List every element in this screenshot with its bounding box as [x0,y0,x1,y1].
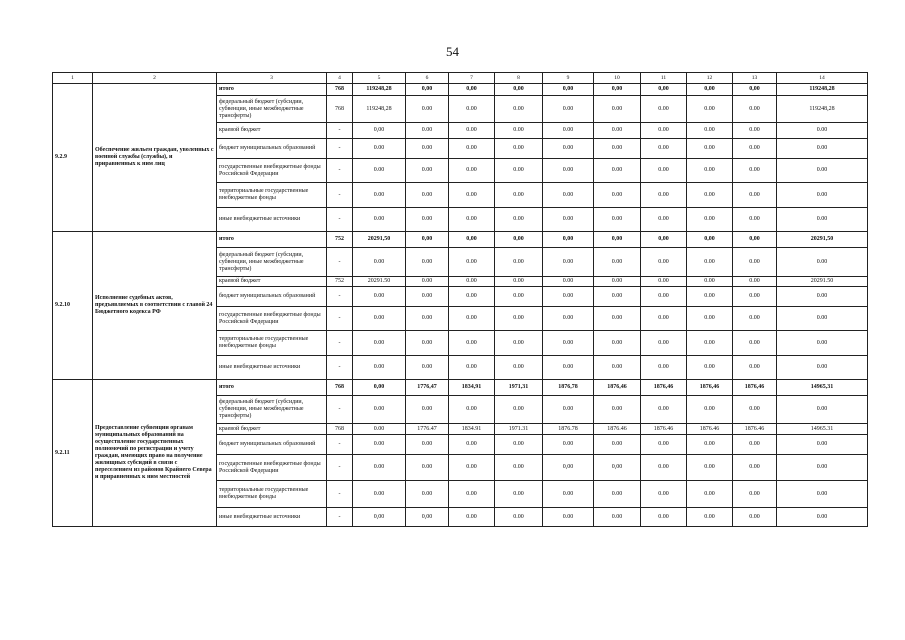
amount-cell: 0.00 [733,159,777,183]
amount-cell: 0.00 [449,331,495,356]
amount-cell: 0.00 [594,96,641,123]
amount-cell: 20291,50 [777,232,868,248]
funding-source: государственные внебюджетные фонды Российской Федерации [217,455,327,481]
amount-cell: 0.00 [687,159,733,183]
column-number-12: 12 [687,73,733,84]
amount-cell: 0.00 [733,396,777,424]
amount-cell: 0.00 [449,248,495,277]
section-name: Предоставление субвенции органам муниципальных образований на осуществление государственных полномочий по регистрации и учету граждан, имеющих право на получение жилищных субсидий в связи с переселением из районов Крайнего Севера и приравненных к ним местностей [93,380,217,527]
amount-cell: 0.00 [543,435,594,455]
amount-cell: 0,00 [641,84,687,96]
amount-cell: 0.00 [406,331,449,356]
funding-source: бюджет муниципальных образований [217,287,327,307]
amount-cell: 0.00 [543,159,594,183]
amount-cell: 0.00 [449,396,495,424]
amount-cell: 1876,46 [687,380,733,396]
amount-cell: 0.00 [777,159,868,183]
amount-cell: 0.00 [406,139,449,159]
column-number-3: 3 [217,73,327,84]
amount-cell: 0.00 [687,248,733,277]
funding-source: государственные внебюджетные фонды Российской Федерации [217,159,327,183]
amount-cell: 0.00 [406,435,449,455]
amount-cell: 1876,46 [733,380,777,396]
funding-source: государственные внебюджетные фонды Российской Федерации [217,307,327,331]
amount-cell: 1834,91 [449,380,495,396]
gsp-code: 768 [327,84,353,96]
amount-cell: 0.00 [777,356,868,380]
amount-cell: 0.00 [733,287,777,307]
amount-cell: 0.00 [687,139,733,159]
funding-source: федеральный бюджет (субсидии, субвенции, иные межбюджетные трансферты) [217,96,327,123]
amount-cell: 1876,46 [594,380,641,396]
amount-cell: 0.00 [353,455,406,481]
amount-cell: 0.00 [495,455,543,481]
amount-cell: 20291.50 [353,277,406,287]
amount-cell: 0.00 [495,508,543,527]
amount-cell: 0.00 [733,356,777,380]
funding-source: территориальные государственные внебюджетные фонды [217,331,327,356]
column-number-10: 10 [594,73,641,84]
amount-cell: 0.00 [543,287,594,307]
gsp-code: - [327,123,353,139]
section-code: 9.2.9 [53,84,93,232]
amount-cell: 1834.91 [449,424,495,435]
column-number-6: 6 [406,73,449,84]
amount-cell: 0.00 [543,307,594,331]
section-code: 9.2.10 [53,232,93,380]
amount-cell: 0.00 [495,123,543,139]
amount-cell: 1876.46 [733,424,777,435]
amount-cell: 0.00 [353,331,406,356]
amount-cell: 0.00 [543,356,594,380]
amount-cell: 0.00 [641,287,687,307]
amount-cell: 1876.46 [687,424,733,435]
amount-cell: 0.00 [495,287,543,307]
amount-cell: 0,00 [353,508,406,527]
amount-cell: 0.00 [543,139,594,159]
amount-cell: 0.00 [353,208,406,232]
amount-cell: 0.00 [687,481,733,508]
amount-cell: 119248,28 [777,96,868,123]
section-total-row [53,84,868,96]
amount-cell: 0.00 [406,123,449,139]
amount-cell: 0.00 [777,183,868,208]
amount-cell: 0.00 [594,139,641,159]
amount-cell: 0,00 [495,232,543,248]
amount-cell: 0.00 [353,481,406,508]
amount-cell: 0.00 [687,277,733,287]
amount-cell: 0.00 [543,277,594,287]
amount-cell: 0.00 [733,183,777,208]
amount-cell: 0.00 [733,208,777,232]
amount-cell: 0,00 [733,84,777,96]
amount-cell: 0.00 [406,307,449,331]
amount-cell: 0.00 [733,96,777,123]
amount-cell: 0.00 [594,208,641,232]
amount-cell: 0.00 [495,248,543,277]
amount-cell: 1876.46 [594,424,641,435]
amount-cell: 20291,50 [353,232,406,248]
amount-cell: 0.00 [687,96,733,123]
column-number-1: 1 [53,73,93,84]
budget-table [52,72,868,527]
gsp-code: - [327,208,353,232]
funding-source: бюджет муниципальных образований [217,435,327,455]
section-code: 9.2.11 [53,380,93,527]
amount-cell: 0.00 [733,248,777,277]
column-number-row [53,73,868,84]
amount-cell: 0.00 [406,481,449,508]
amount-cell: 0.00 [406,396,449,424]
amount-cell: 0.00 [495,159,543,183]
amount-cell: 0.00 [641,277,687,287]
gsp-code: 752 [327,277,353,287]
amount-cell: 0,00 [543,84,594,96]
amount-cell: 0.00 [594,248,641,277]
amount-cell: 0.00 [733,508,777,527]
amount-cell: 0.00 [495,356,543,380]
amount-cell: 0.00 [449,139,495,159]
amount-cell: 0.00 [449,435,495,455]
amount-cell: 0.00 [406,159,449,183]
amount-cell: 0.00 [777,396,868,424]
amount-cell: 0.00 [641,139,687,159]
amount-cell: 0.00 [495,277,543,287]
section-name: Обеспечение жильем граждан, уволенных с военной службы (службы), и приравненных к ним лиц [93,84,217,232]
amount-cell: 0,00 [594,232,641,248]
amount-cell: 1876,46 [641,380,687,396]
gsp-code: - [327,455,353,481]
amount-cell: 0.00 [495,139,543,159]
amount-cell: 0.00 [406,356,449,380]
column-number-13: 13 [733,73,777,84]
amount-cell: 0.00 [495,183,543,208]
amount-cell: 0.00 [406,248,449,277]
amount-cell: 0.00 [543,248,594,277]
gsp-code: - [327,307,353,331]
section-total-row [53,232,868,248]
amount-cell: 1971,31 [495,380,543,396]
amount-cell: 0.00 [406,287,449,307]
amount-cell: 0.00 [733,139,777,159]
amount-cell: 0.00 [543,96,594,123]
amount-cell: 0.00 [687,396,733,424]
amount-cell: 0,00 [449,84,495,96]
amount-cell: 0.00 [495,307,543,331]
amount-cell: 0.00 [353,307,406,331]
amount-cell: 0.00 [543,396,594,424]
funding-source: территориальные государственные внебюджетные фонды [217,481,327,508]
amount-cell: 0.00 [594,356,641,380]
amount-cell: 0.00 [733,481,777,508]
amount-cell: 0.00 [733,123,777,139]
amount-cell: 0,00 [406,84,449,96]
funding-source: краевой бюджет [217,424,327,435]
gsp-code: - [327,287,353,307]
amount-cell: 0.00 [777,455,868,481]
amount-cell: 0.00 [641,455,687,481]
amount-cell: 0,00 [353,380,406,396]
amount-cell: 14965.31 [777,424,868,435]
amount-cell: 0.00 [777,331,868,356]
amount-cell: 0.00 [687,331,733,356]
amount-cell: 0.00 [406,208,449,232]
amount-cell: 0.00 [641,307,687,331]
amount-cell: 0.00 [594,183,641,208]
amount-cell: 0.00 [495,435,543,455]
column-number-11: 11 [641,73,687,84]
gsp-code: - [327,508,353,527]
amount-cell: 0.00 [777,435,868,455]
amount-cell: 0.00 [353,435,406,455]
amount-cell: 0,00 [641,232,687,248]
section-total-row [53,380,868,396]
amount-cell: 0.00 [495,208,543,232]
gsp-code: - [327,481,353,508]
gsp-code: - [327,159,353,183]
amount-cell: 0.00 [687,183,733,208]
amount-cell: 0.00 [641,508,687,527]
amount-cell: 1876.46 [641,424,687,435]
amount-cell: 0.00 [777,208,868,232]
amount-cell: 0.00 [495,396,543,424]
amount-cell: 0.00 [543,508,594,527]
amount-cell: 0.00 [449,307,495,331]
amount-cell: 0.00 [406,277,449,287]
amount-cell: 1876.78 [543,424,594,435]
amount-cell: 0,00 [594,455,641,481]
amount-cell: 0,00 [449,232,495,248]
amount-cell: 0.00 [449,123,495,139]
amount-cell: 0,00 [594,84,641,96]
column-number-14: 14 [777,73,868,84]
gsp-code: 768 [327,380,353,396]
amount-cell: 0.00 [594,508,641,527]
amount-cell: 0.00 [495,96,543,123]
amount-cell: 119248,28 [353,96,406,123]
amount-cell: 0,00 [495,84,543,96]
amount-cell: 119248,28 [777,84,868,96]
amount-cell: 0,00 [543,455,594,481]
amount-cell: 0.00 [687,435,733,455]
column-number-8: 8 [495,73,543,84]
amount-cell: 0.00 [641,481,687,508]
amount-cell: 0.00 [641,96,687,123]
amount-cell: 0.00 [733,435,777,455]
amount-cell: 119248,28 [353,84,406,96]
amount-cell: 0.00 [543,331,594,356]
gsp-code: - [327,396,353,424]
amount-cell: 1971.31 [495,424,543,435]
amount-cell: 0.00 [594,435,641,455]
amount-cell: 0.00 [353,139,406,159]
amount-cell: 0.00 [353,248,406,277]
amount-cell: 0.00 [449,159,495,183]
amount-cell: 0.00 [641,208,687,232]
amount-cell: 0.00 [777,123,868,139]
funding-source: краевой бюджет [217,277,327,287]
gsp-code: - [327,183,353,208]
amount-cell: 0.00 [449,356,495,380]
amount-cell: 0.00 [777,307,868,331]
funding-source: иные внебюджетные источники [217,356,327,380]
funding-source: территориальные государственные внебюджетные фонды [217,183,327,208]
amount-cell: 0.00 [449,277,495,287]
gsp-code: - [327,435,353,455]
amount-cell: 0.00 [594,307,641,331]
amount-cell: 0.00 [594,331,641,356]
column-number-2: 2 [93,73,217,84]
amount-cell: 0.00 [449,183,495,208]
amount-cell: 0.00 [777,287,868,307]
amount-cell: 0.00 [687,123,733,139]
gsp-code: 768 [327,424,353,435]
page-number: 54 [446,44,459,59]
amount-cell: 0,00 [406,232,449,248]
amount-cell: 0.00 [594,396,641,424]
amount-cell: 0.00 [353,424,406,435]
amount-cell: 0.00 [449,96,495,123]
amount-cell: 0.00 [594,123,641,139]
amount-cell: 0.00 [641,331,687,356]
gsp-code: - [327,248,353,277]
amount-cell: 0.00 [406,96,449,123]
amount-cell: 0.00 [733,307,777,331]
amount-cell: 0.00 [594,277,641,287]
amount-cell: 0.00 [687,287,733,307]
amount-cell: 0.00 [641,248,687,277]
gsp-code: 768 [327,96,353,123]
gsp-code: 752 [327,232,353,248]
amount-cell: 0,00 [733,232,777,248]
amount-cell: 0.00 [449,455,495,481]
amount-cell: 0.00 [641,159,687,183]
amount-cell: 0,00 [687,84,733,96]
funding-source: иные внебюджетные источники [217,508,327,527]
amount-cell: 0.00 [543,481,594,508]
amount-cell: 0.00 [449,481,495,508]
amount-cell: 1876,78 [543,380,594,396]
funding-source: федеральный бюджет (субсидии, субвенции, иные межбюджетные трансферты) [217,248,327,277]
amount-cell: 0.00 [733,455,777,481]
amount-cell: 0.00 [353,159,406,183]
amount-cell: 0.00 [641,356,687,380]
amount-cell: 1776.47 [406,424,449,435]
column-number-7: 7 [449,73,495,84]
amount-cell: 0.00 [777,139,868,159]
amount-cell: 0.00 [641,183,687,208]
section-name: Исполнение судебных актов, предъявляемых в соответствии с главой 24 Бюджетного кодекса РФ [93,232,217,380]
column-number-5: 5 [353,73,406,84]
amount-cell: 0.00 [543,123,594,139]
funding-source: итого [217,232,327,248]
amount-cell: 0.00 [594,159,641,183]
amount-cell: 0.00 [687,455,733,481]
amount-cell: 0.00 [687,307,733,331]
amount-cell: 0.00 [449,287,495,307]
amount-cell: 0.00 [495,481,543,508]
gsp-code: - [327,139,353,159]
amount-cell: 0,00 [406,508,449,527]
gsp-code: - [327,331,353,356]
amount-cell: 20291.50 [777,277,868,287]
funding-source: федеральный бюджет (субсидии, субвенции, иные межбюджетные трансферты) [217,396,327,424]
funding-source: иные внебюджетные источники [217,208,327,232]
amount-cell: 0.00 [495,331,543,356]
amount-cell: 0.00 [777,481,868,508]
amount-cell: 0.00 [594,287,641,307]
amount-cell: 0.00 [641,123,687,139]
amount-cell: 0.00 [353,396,406,424]
amount-cell: 0.00 [687,508,733,527]
gsp-code: - [327,356,353,380]
amount-cell: 0.00 [406,183,449,208]
amount-cell: 0.00 [543,208,594,232]
amount-cell: 0.00 [449,208,495,232]
amount-cell: 0,00 [353,123,406,139]
amount-cell: 0.00 [594,481,641,508]
amount-cell: 0.00 [777,508,868,527]
amount-cell: 0.00 [733,277,777,287]
amount-cell: 0.00 [641,435,687,455]
amount-cell: 0.00 [353,183,406,208]
amount-cell: 0.00 [353,356,406,380]
amount-cell: 0,00 [687,232,733,248]
column-number-4: 4 [327,73,353,84]
amount-cell: 14965,31 [777,380,868,396]
funding-source: итого [217,84,327,96]
funding-source: бюджет муниципальных образований [217,139,327,159]
amount-cell: 0.00 [641,396,687,424]
amount-cell: 0.00 [733,331,777,356]
amount-cell: 0,00 [543,232,594,248]
amount-cell: 0.00 [687,356,733,380]
amount-cell: 1776,47 [406,380,449,396]
amount-cell: 0.00 [406,455,449,481]
amount-cell: 0.00 [777,248,868,277]
funding-source: итого [217,380,327,396]
column-number-9: 9 [543,73,594,84]
amount-cell: 0.00 [449,508,495,527]
amount-cell: 0.00 [543,183,594,208]
amount-cell: 0.00 [353,287,406,307]
funding-source: краевой бюджет [217,123,327,139]
amount-cell: 0.00 [687,208,733,232]
